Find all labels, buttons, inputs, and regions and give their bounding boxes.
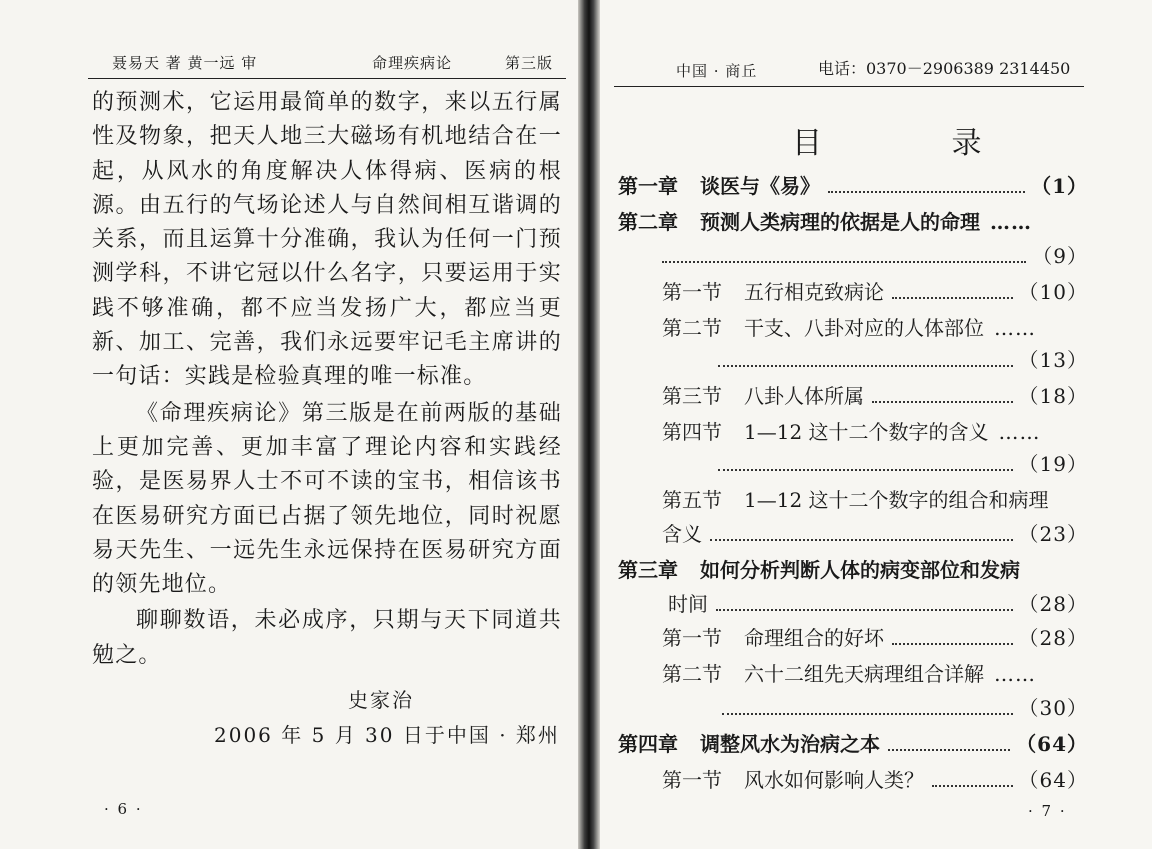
toc-leader [828,191,1025,193]
toc-entry-continuation[interactable] [618,692,1088,728]
toc-leader [718,365,1013,367]
toc-continuation-text: 含义 [662,522,702,546]
toc-title-text: 1—12 这十二个数字的组合和病理 [744,488,1049,512]
toc-entry[interactable] [618,764,1088,798]
toc-entry-continuation[interactable] [618,588,1088,622]
toc-entry[interactable] [618,416,1088,448]
toc-leader [888,749,1010,751]
toc-page: （28） [1018,592,1088,616]
toc-entry[interactable] [618,484,1088,518]
toc-entry[interactable] [618,380,1088,416]
toc-page: （23） [1018,522,1088,546]
toc-continuation-text: 时间 [668,592,708,616]
table-of-contents [618,170,1088,798]
left-page-number: · 6 · [104,800,143,818]
signature: 史家治 [348,688,414,712]
toc-entry-continuation[interactable] [618,344,1088,380]
toc-title-text: 谈医与《易》 [700,174,820,198]
toc-title-text: 预测人类病理的依据是人的命理 [700,210,980,234]
toc-label: 第一节 [662,768,722,792]
book-gutter [578,0,600,849]
toc-label: 第二节 [662,662,722,686]
toc-page: （9） [1032,244,1088,268]
toc-entry[interactable] [618,206,1088,240]
toc-page: （30） [1018,696,1088,720]
toc-page: （64） [1018,768,1088,792]
toc-label: 第一节 [662,626,722,650]
toc-title-text: 调整风水为治病之本 [700,732,880,756]
right-header-phone: 电话：0370－2906389 2314450 [818,59,1071,78]
toc-ellipsis: …… [994,662,1036,686]
toc-label: 第三章 [618,558,678,582]
toc-leader [662,261,1026,263]
toc-page: （1） [1031,174,1088,198]
toc-label: 第二章 [618,210,678,234]
toc-leader [716,609,1013,611]
right-header-location: 中国 · 商丘 [676,62,758,80]
toc-page: （13） [1018,348,1088,372]
toc-label: 第四节 [662,420,722,444]
toc-page: （64） [1016,732,1088,756]
toc-leader [718,469,1013,471]
left-header-edition: 第三版 [505,54,554,72]
toc-entry-continuation[interactable] [618,448,1088,484]
toc-page: （10） [1018,280,1088,304]
toc-leader [722,713,1013,715]
toc-title-text: 五行相克致病论 [744,280,884,304]
toc-leader [892,297,1013,299]
toc-entry[interactable] [618,276,1088,312]
toc-leader [932,785,1013,787]
toc-label: 第二节 [662,316,722,340]
right-page-number: · 7 · [1028,802,1067,820]
toc-title-text: 1—12 这十二个数字的含义 [744,420,989,444]
toc-label: 第四章 [618,732,678,756]
paragraph-3: 聊聊数语，未必成序，只期与天下同道共勉之。 [92,608,562,668]
toc-leader [892,643,1013,645]
toc-ellipsis: …… [994,316,1036,340]
toc-title-text: 八卦人体所属 [744,384,864,408]
date-line: 2006 年 5 月 30 日于中国 · 郑州 [214,723,560,747]
toc-title: 目 录 [792,126,1042,161]
toc-label: 第一章 [618,174,678,198]
toc-page: （18） [1018,384,1088,408]
left-header-book-title: 命理疾病论 [372,54,453,72]
toc-ellipsis: …… [990,210,1032,234]
toc-label: 第三节 [662,384,722,408]
toc-entry[interactable] [618,312,1088,344]
toc-entry[interactable] [618,728,1088,764]
toc-entry-continuation[interactable] [618,518,1088,554]
toc-title-text: 如何分析判断人体的病变部位和发病 [700,558,1020,582]
paragraph-2: 《命理疾病论》第三版是在前两版的基础上更加完善、更加丰富了理论内容和实践经验，是医易界人士不可不读的宝书，相信该书在医易研究方面已占据了领先地位，同时祝愿易天先生、一远先生永远保持在医易研究方面的领先地位。 [92,400,562,598]
toc-entry[interactable] [618,554,1088,588]
toc-entry[interactable] [618,658,1088,692]
toc-title-text: 风水如何影响人类？ [744,768,924,792]
left-header-rule [88,78,566,79]
right-page [600,0,1152,849]
toc-page: （28） [1018,626,1088,650]
toc-label: 第一节 [662,280,722,304]
toc-leader [872,401,1013,403]
toc-entry[interactable] [618,170,1088,206]
toc-title-text: 命理组合的好坏 [744,626,884,650]
paragraph-1: 的预测术，它运用最简单的数字，来以五行属性及物象，把天人地三大磁场有机地结合在一起，从风水的角度解决人体得病、医病的根源。由五行的气场论述人与自然间相互谐调的关系，而且运算十分准确，我认为任何一门预测学科，不讲它冠以什么名字，只要运用于实践不够准确，都不应当发扬广大，都应当更新、加工、完善，我们永远要牢记毛主席讲的一句话：实践是检验真理的唯一标准。 [92,90,562,390]
toc-leader [710,539,1013,541]
toc-ellipsis: …… [998,420,1041,444]
preface-text [92,86,562,673]
toc-entry[interactable] [618,622,1088,658]
right-header-rule [614,86,1084,87]
toc-label: 第五节 [662,488,722,512]
toc-title-text: 六十二组先天病理组合详解 [744,662,984,686]
toc-page: （19） [1018,452,1088,476]
toc-title-text: 干支、八卦对应的人体部位 [744,316,984,340]
left-header-authors: 聂易天 著 黄一远 审 [112,54,258,72]
toc-entry-continuation[interactable] [618,240,1088,276]
